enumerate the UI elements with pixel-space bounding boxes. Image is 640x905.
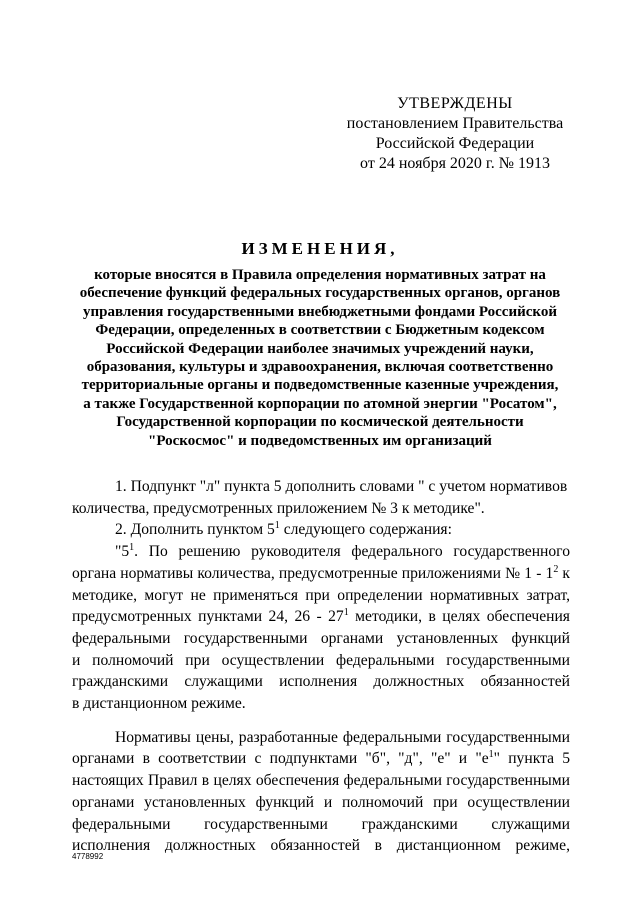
para51-text: методики, в целях обеспечения — [348, 608, 570, 626]
para51-text: органа нормативы количества, предусмотренные приложениями № 1 - 1 — [72, 564, 554, 582]
document-subtitle — [70, 266, 570, 450]
para51-text: к — [558, 564, 570, 582]
document-id: 4778992 — [72, 852, 104, 861]
para51-text: "5 — [115, 543, 130, 561]
prices-superscript: 1 — [488, 749, 494, 761]
para51-line-7: гражданскими служащими исполнения должностных обязанностей — [72, 673, 570, 691]
para51-line-6: и полномочий при осуществлении федеральными государственными — [72, 651, 570, 669]
item2-line — [72, 519, 570, 541]
prices-line-3: настоящих Правил в целях обеспечения федеральными государственными — [72, 772, 570, 790]
subtitle-line: а также Государственной корпорации по атомной энергии "Росатом", — [83, 395, 557, 412]
subtitle-line: обеспечение функций федеральных государственных органов, органов — [79, 285, 561, 302]
subtitle-line: которые вносятся в Правила определения нормативных затрат на — [94, 267, 546, 283]
approval-block — [340, 94, 570, 174]
para51-line-1 — [72, 541, 570, 563]
prices-line-2 — [72, 748, 570, 770]
para51-line-3: методике, могут не применяться при определении нормативных затрат, — [72, 586, 570, 604]
approval-line-3: от 24 ноября 2020 г. № 1913 — [360, 155, 550, 172]
para51-line-2 — [72, 563, 570, 585]
prices-line-1: Нормативы цены, разработанные федеральными государственными — [115, 728, 570, 746]
para51-text: . По решению руководителя федерального государственного — [134, 543, 570, 561]
subtitle-line: территориальные органы и подведомственные казенные учреждения, — [81, 377, 559, 394]
subtitle-line: Федерации, определенных в соответствии с Бюджетным кодексом — [95, 322, 545, 339]
approval-line-1: постановлением Правительства — [346, 115, 564, 132]
prices-line-6: исполнения должностных обязанностей в дистанционном режиме, — [72, 837, 570, 855]
subtitle-line: управления государственными внебюджетными фондами Российской — [82, 303, 557, 320]
document-body — [72, 476, 570, 857]
para51-line-4 — [72, 606, 570, 628]
para51-line-8: в дистанционном режиме. — [72, 695, 246, 713]
item2-superscript: 1 — [274, 520, 280, 532]
subtitle-line: образования, культуры и здравоохранения, включая соответственно — [86, 359, 554, 376]
item2-prefix: 2. Дополнить пунктом 5 — [115, 521, 275, 539]
para51-superscript: 2 — [553, 563, 559, 575]
para51-text: предусмотренных пунктами 24, 26 - 27 — [72, 608, 344, 626]
subtitle-line: Государственной корпорации по космической деятельности — [116, 414, 524, 431]
prices-text: органами в соответствии с подпунктами "б", "д", "е" и "е — [72, 750, 489, 768]
item1-line-2: количества, предусмотренных приложением № 3 к методике". — [72, 499, 485, 517]
para51-superscript: 1 — [343, 607, 349, 619]
subtitle-line: "Роскосмос" и подведомственных им организаций — [148, 432, 492, 449]
item2-suffix: следующего содержания: — [279, 521, 452, 539]
document-title: ИЗМЕНЕНИЯ, — [241, 239, 399, 258]
item1-line-1: 1. Подпункт "л" пункта 5 дополнить словами " с учетом нормативов — [115, 478, 568, 495]
prices-line-4: органами установленных функций и полномочий при осуществлении — [72, 793, 570, 811]
para51-superscript: 1 — [129, 542, 135, 554]
approval-label: УТВЕРЖДЕНЫ — [397, 95, 513, 112]
prices-text: " пункта 5 — [493, 750, 570, 768]
prices-line-5: федеральными государственными гражданскими служащими — [72, 815, 570, 833]
subtitle-line: Российской Федерации наиболее значимых учреждений науки, — [106, 340, 534, 357]
para51-line-5: федеральными государственными органами установленных функций — [72, 629, 570, 647]
approval-line-2: Российской Федерации — [375, 135, 535, 152]
